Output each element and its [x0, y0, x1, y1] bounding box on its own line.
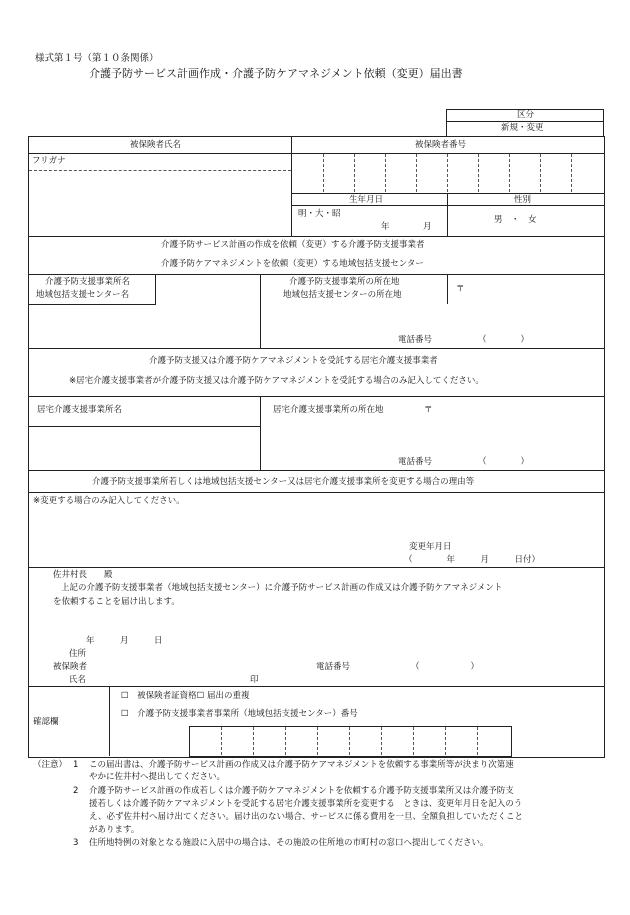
provider-number-field[interactable] [189, 726, 512, 757]
note-3-line-a: 住所地特例の対象となる施設に入居中の場合は、その施設の住所地の市町村の窓口へ提出してください。 [89, 838, 489, 848]
section3-heading: 介護予防支援事業所若しくは地域包括支援センター又は居宅介護支援事業所を変更する場合の理由等 [92, 477, 475, 487]
home-care-name-label: 居宅介護支援事業所名 [37, 405, 123, 415]
provider-address-label-1: 介護予防支援事業所の所在地 [289, 277, 400, 287]
declaration-text-1: 上記の介護予防支援事業者（地域包括支援センター）に介護予防サービス計画の作成又は介護予防ケアマネジメント [61, 583, 503, 593]
applicant-insured-label: 被保険者 [53, 662, 88, 672]
provider-address-field[interactable] [261, 290, 603, 330]
notes-prefix: （注意） [33, 760, 68, 770]
change-date-field[interactable]: （ 年 月 日付） [404, 555, 541, 565]
birth-month-unit: 月 [423, 222, 432, 232]
era-options[interactable]: 明・大・昭 [298, 209, 341, 219]
declaration-date[interactable]: 年 月 日 [86, 636, 163, 646]
home-care-name-field[interactable] [29, 427, 259, 469]
applicant-name-field[interactable] [100, 673, 245, 685]
home-care-address-label: 居宅介護支援事業所の所在地 [273, 405, 384, 415]
applicant-address-field[interactable] [100, 647, 300, 659]
applicant-phone-field[interactable]: （ ） [411, 662, 480, 672]
note-2-number: 2 [73, 786, 79, 796]
provider-name-label-1: 介護予防支援事業所名 [45, 277, 131, 287]
provider-phone-label: 電話番号 [398, 335, 433, 345]
category-value[interactable]: 新規・変更 [501, 123, 544, 133]
birth-year-unit: 年 [381, 222, 390, 232]
home-care-address-field[interactable] [261, 420, 603, 452]
provider-address-label-2: 地域包括支援センターの所在地 [283, 290, 402, 300]
home-care-phone-field[interactable]: （ ） [478, 457, 530, 467]
note-2-line-a: 介護予防サービス計画の作成若しくは介護予防ケアマネジメントを依頼する介護予防支援事業所又は介護予防支 [89, 786, 514, 796]
note-1-line-b: やかに佐井村へ提出してください。 [89, 772, 226, 782]
provider-postal-mark: 〒 [456, 284, 465, 294]
change-reason-field[interactable] [29, 509, 603, 539]
section3-note: ※変更する場合のみ記入してください。 [33, 496, 185, 506]
applicant-name-label: 氏名 [69, 675, 87, 685]
note-1-number: 1 [73, 760, 79, 770]
gender-options[interactable]: 男 ・ 女 [494, 215, 537, 225]
insured-number-label: 被保険者番号 [415, 140, 467, 150]
home-care-phone-label: 電話番号 [398, 457, 433, 467]
change-date-label: 変更年月日 [409, 542, 452, 552]
category-label: 区分 [517, 110, 535, 120]
insured-name-label: 被保険者氏名 [130, 140, 182, 150]
birthdate-label: 生年月日 [349, 195, 384, 205]
applicant-address-label: 住所 [69, 649, 87, 659]
provider-name-field[interactable] [29, 305, 259, 347]
note-2-line-d: があります。 [89, 825, 140, 835]
section1-line2: 介護予防ケアマネジメントを依頼（変更）する地域包括支援センター [161, 259, 424, 269]
confirmation-label: 確認欄 [33, 717, 59, 727]
addressee: 佐井村長 殿 [53, 570, 113, 580]
section1-line1: 介護予防サービス計画の作成を依頼（変更）する介護予防支援事業者 [161, 240, 425, 250]
form-number: 様式第１号（第１０条関係） [35, 53, 159, 64]
seal-mark: 印 [250, 675, 259, 685]
page-title: 介護予防サービス計画作成・介護予防ケアマネジメント依頼（変更）届出書 [89, 67, 463, 80]
provider-name-label-2: 地域包括支援センター名 [36, 290, 130, 300]
applicant-phone-label: 電話番号 [316, 662, 351, 672]
note-3-number: 3 [73, 838, 79, 848]
note-2-line-c: え、必ず佐井村へ届け出てください。届け出のない場合、サービスに係る費用を一旦、全額負担していただくこと [89, 812, 524, 822]
note-2-line-b: 援若しくは介護予防ケアマネジメントを受託する居宅介護支援事業所を変更する ときは、変更年月日を記入のう [89, 799, 523, 809]
section2-heading: 介護予防支援又は介護予防ケアマネジメントを受託する居宅介護支援事業者 [149, 356, 438, 366]
home-care-postal-mark: 〒 [424, 405, 433, 415]
confirmation-item-2[interactable]: ☐ 介護予防支援事業者事業所（地域包括支援センター）番号 [121, 709, 358, 719]
gender-label: 性別 [514, 195, 532, 205]
insured-name-field[interactable] [29, 171, 291, 235]
section2-note: ※居宅介護支援事業者が介護予防支援又は介護予防ケアマネジメントを受託する場合のみ記入してください。 [69, 376, 484, 386]
confirmation-item-1[interactable]: ☐ 被保険者証資格☐ 届出の重複 [121, 691, 250, 701]
note-1-line-a: この届出書は、介護予防サービス計画の作成又は介護予防ケアマネジメントを依頼する事業所等が決まり次第速 [89, 760, 514, 770]
provider-phone-field[interactable]: （ ） [478, 335, 530, 345]
declaration-text-2: を依頼することを届け出します。 [53, 597, 180, 607]
furigana-label: フリガナ [32, 156, 66, 166]
